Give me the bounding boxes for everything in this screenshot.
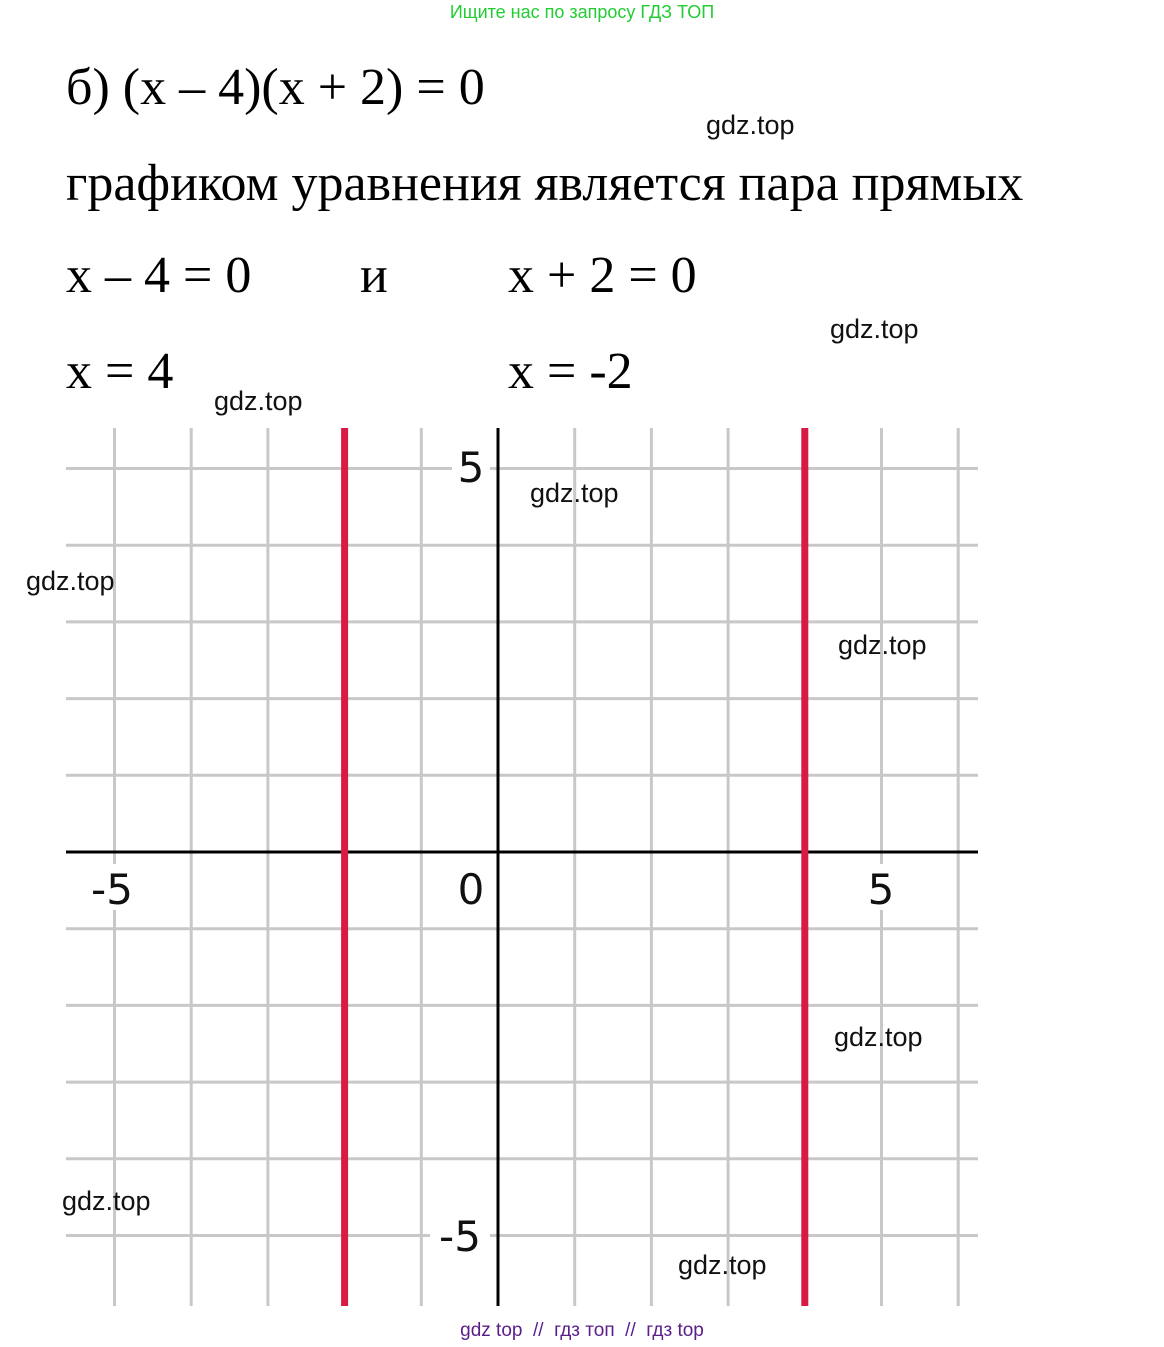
search-banner: Ищите нас по запросу ГДЗ ТОП: [449, 2, 715, 22]
footer-links: gdz top // гдз топ // гдз top: [460, 1320, 704, 1341]
watermark: gdz.top: [706, 110, 795, 140]
solution-right: x = -2: [508, 343, 633, 400]
svg-text:-5: -5: [439, 1212, 481, 1261]
watermark: gdz.top: [530, 478, 619, 508]
watermark: gdz.top: [214, 386, 303, 416]
connector-and: и: [360, 247, 388, 304]
watermark: gdz.top: [26, 566, 115, 596]
problem-equation: б) (x – 4)(x + 2) = 0: [66, 59, 485, 116]
tick-label-x-5: [862, 864, 900, 914]
tick-label-y-5: [452, 443, 490, 492]
equation-right: x + 2 = 0: [508, 247, 697, 304]
tick-label-origin: [452, 864, 490, 914]
watermark: gdz.top: [62, 1186, 151, 1216]
tick-label-y-neg5: [430, 1212, 490, 1261]
equation-left: x – 4 = 0: [66, 247, 252, 304]
svg-text:-5: -5: [91, 865, 133, 914]
svg-text:5: 5: [457, 443, 485, 492]
chart-grid: [66, 428, 978, 1306]
watermark: gdz.top: [838, 630, 927, 660]
watermark: gdz.top: [830, 314, 919, 344]
svg-text:0: 0: [457, 865, 485, 914]
watermark: gdz.top: [834, 1022, 923, 1052]
tick-label-x-neg5: [82, 864, 142, 914]
svg-text:5: 5: [867, 865, 895, 914]
watermark: gdz.top: [678, 1250, 767, 1280]
problem-statement: графиком уравнения является пара прямых: [66, 155, 1024, 212]
solution-left: x = 4: [66, 343, 174, 400]
